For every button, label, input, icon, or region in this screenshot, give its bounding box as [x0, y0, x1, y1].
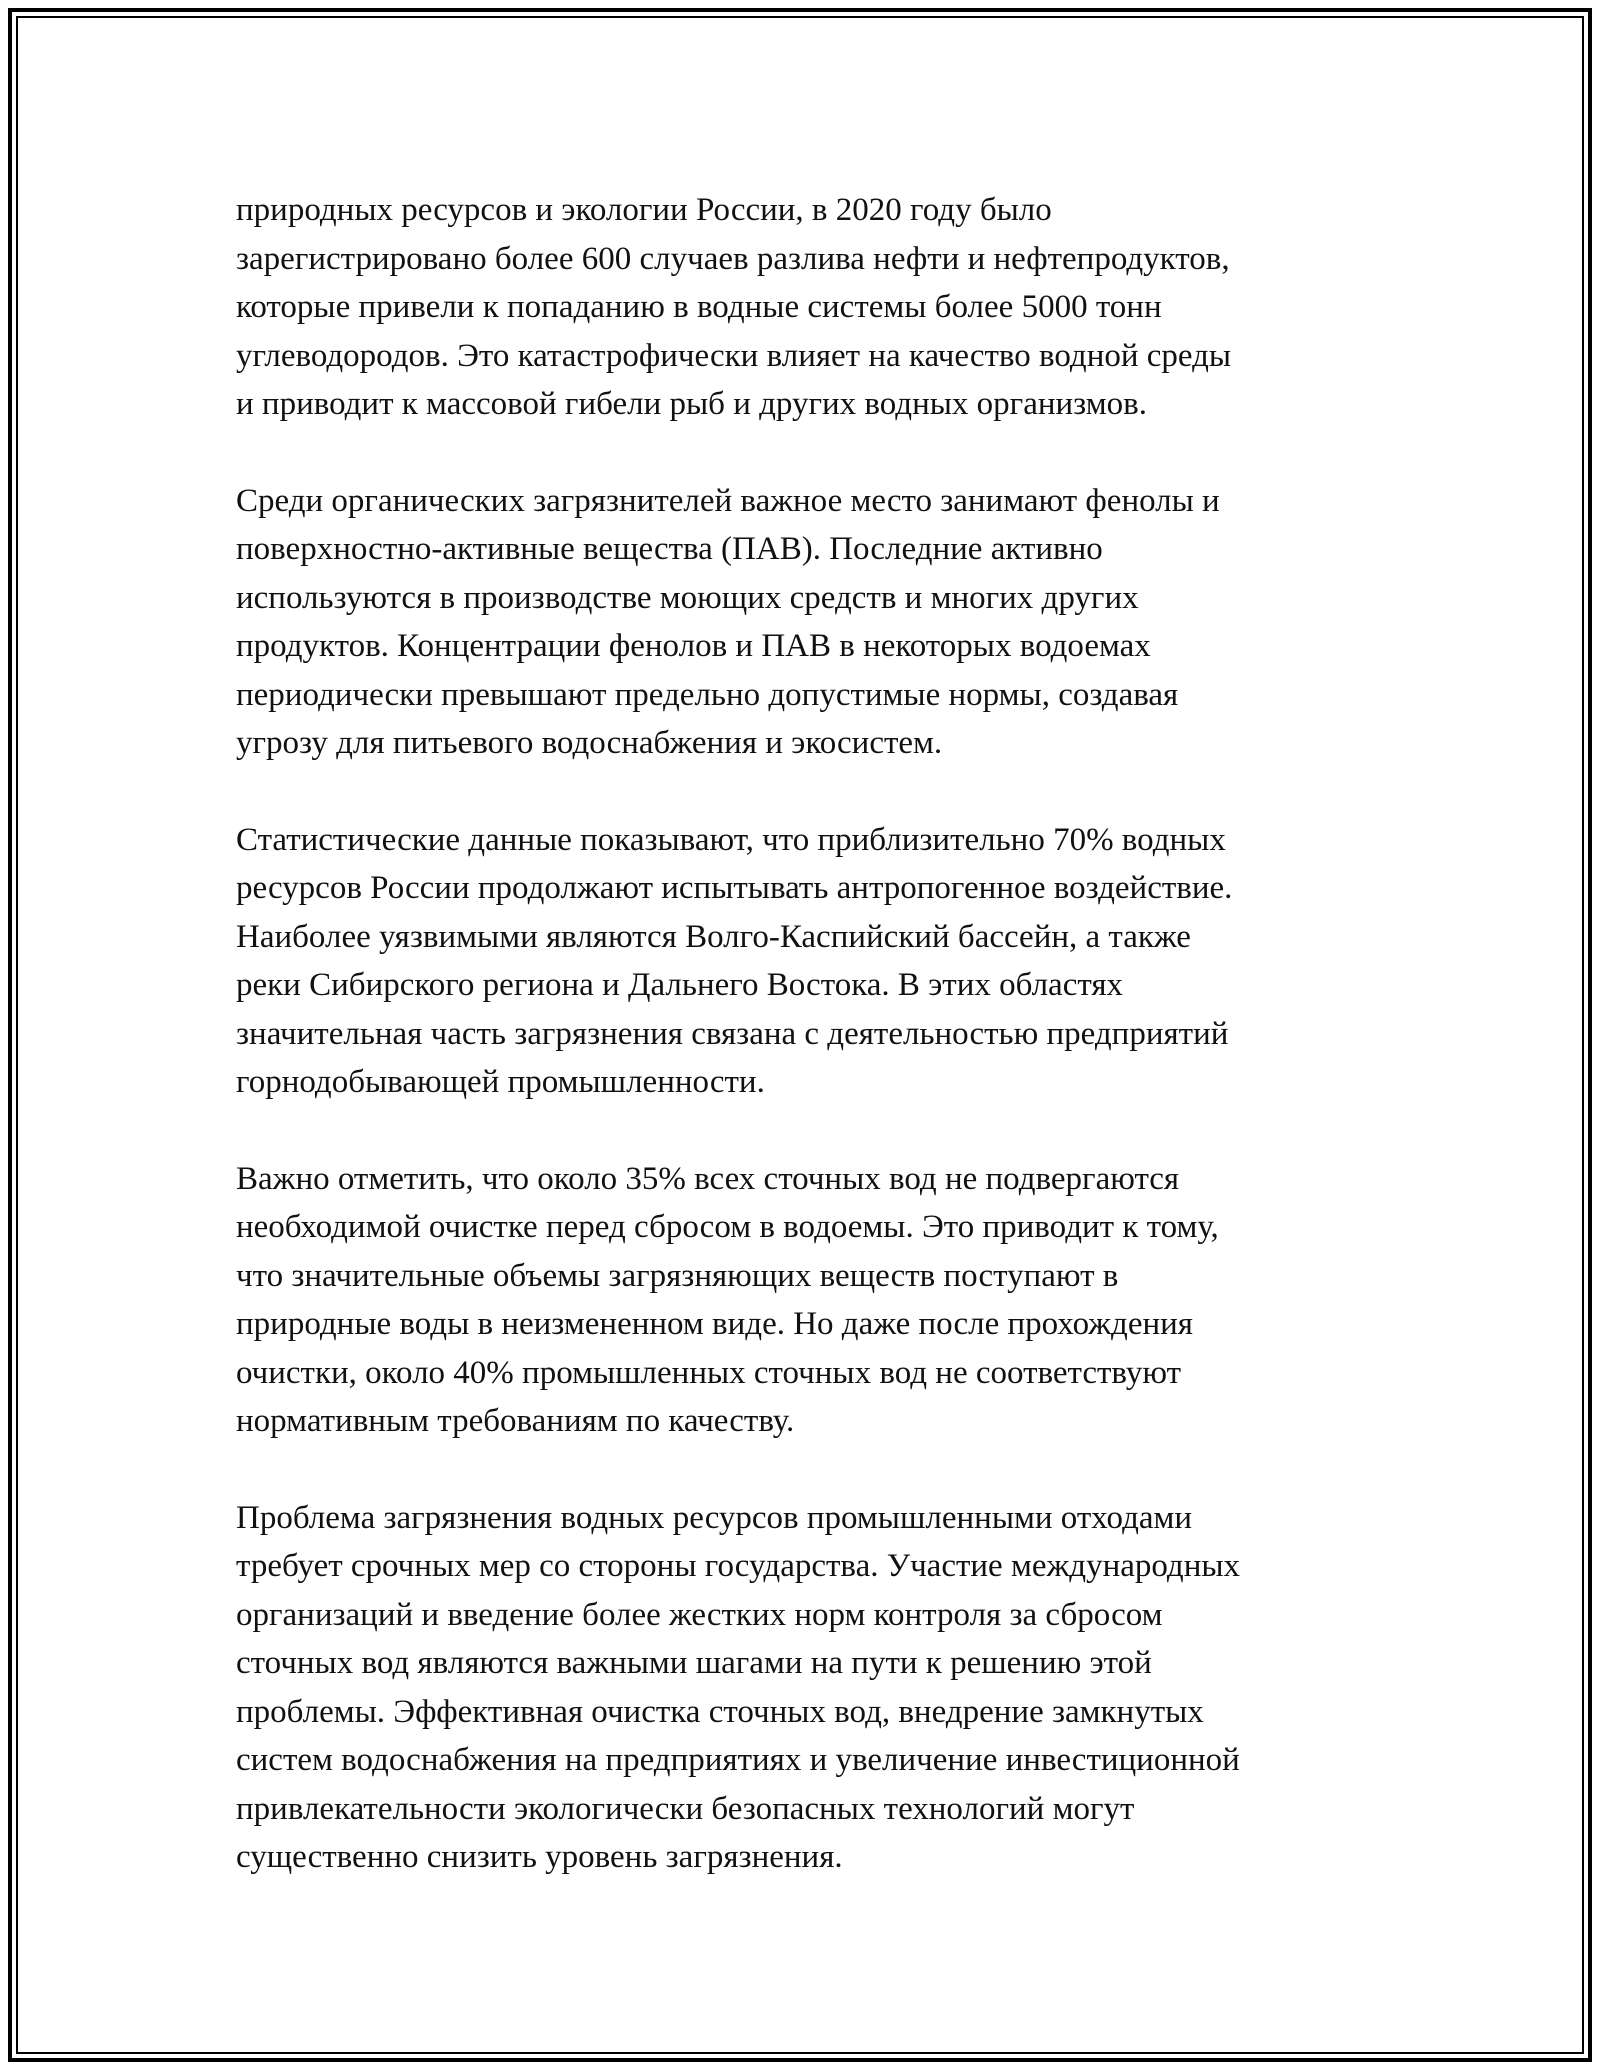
paragraph-oil-spills: природных ресурсов и экологии России, в 2020 году было зарегистрировано более 600 случаев разлива нефти и нефтепродуктов, которые привели к попаданию в водные системы более 5000 тонн углеводородов. Это катастрофически влияет на качество водной среды и приводит к массовой гибели рыб и других водных организмов.	[236, 192, 1232, 422]
paragraph-wastewater-treatment: Важно отметить, что около 35% всех сточных вод не подвергаются необходимой очистке перед сбросом в водоемы. Это приводит к тому, что значительные объемы загрязняющих веществ поступают в природные воды в неизмененном виде. Но даже после прохождения очистки, около 40% промышленных сточных вод не соответствуют нормативным требованиям по качеству.	[236, 1160, 1219, 1439]
document-body	[236, 186, 1366, 1930]
paragraph-statistics: Статистические данные показывают, что приблизительно 70% водных ресурсов России продолжают испытывать антропогенное воздействие. Наиболее уязвимыми являются Волго-Каспийский бассейн, а также реки Сибирского региона и Дальнего Востока. В этих областях значительная часть загрязнения связана с деятельностью предприятий горнодобывающей промышленности.	[236, 821, 1233, 1100]
paragraph-conclusion: Проблема загрязнения водных ресурсов промышленными отходами требует срочных мер со стороны государства. Участие международных организаций и введение более жестких норм контроля за сбросом сточных вод являются важными шагами на пути к решению этой проблемы. Эффективная очистка сточных вод, внедрение замкнутых систем водоснабжения на предприятиях и увеличение инвестиционной привлекательности экологически безопасных технологий могут существенно снизить уровень загрязнения.	[236, 1499, 1241, 1875]
paragraph-organic-pollutants: Среди органических загрязнителей важное место занимают фенолы и поверхностно-активные вещества (ПАВ). Последние активно используются в производстве моющих средств и многих других продуктов. Концентрации фенолов и ПАВ в некоторых водоемах периодически превышают предельно допустимые нормы, создавая угрозу для питьевого водоснабжения и экосистем.	[236, 482, 1220, 761]
